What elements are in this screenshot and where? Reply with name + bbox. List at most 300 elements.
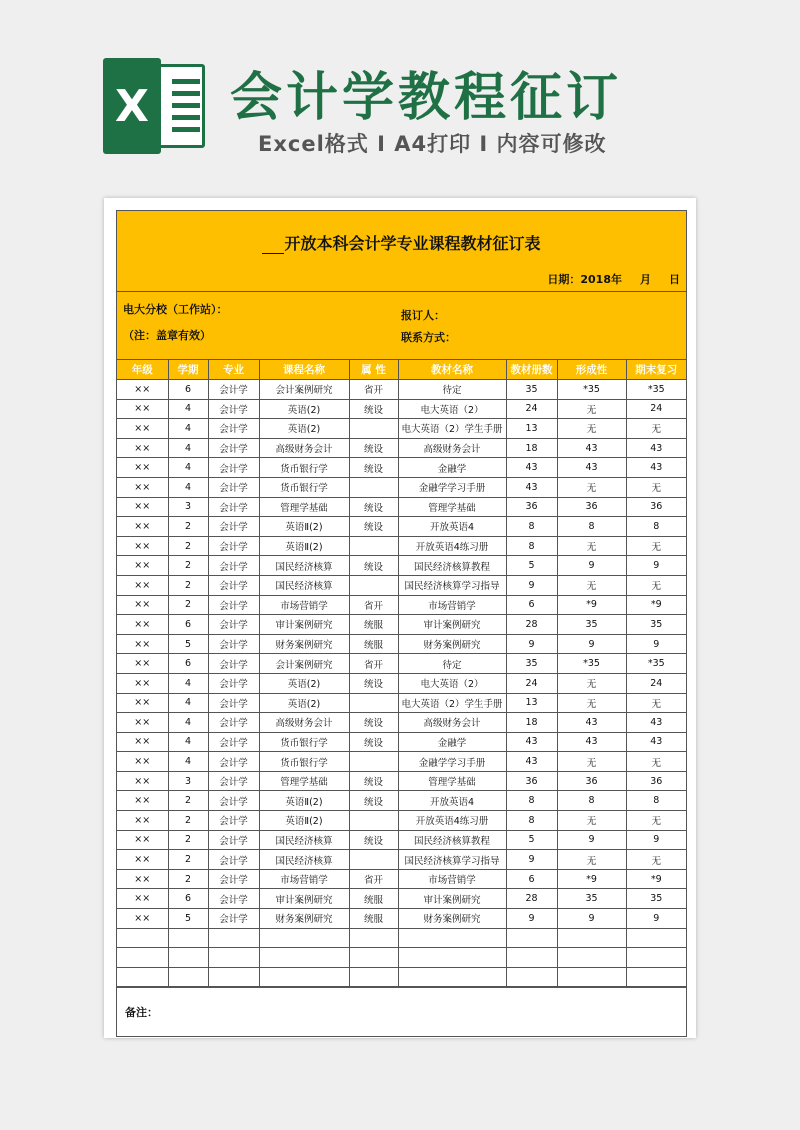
table-cell: 国民经济核算 — [259, 575, 349, 595]
table-cell: 2 — [168, 811, 208, 831]
table-cell: 会计学 — [208, 654, 259, 674]
table-cell: 会计学 — [208, 575, 259, 595]
table-cell: 货币银行学 — [259, 752, 349, 772]
table-cell: 高级财务会计 — [259, 438, 349, 458]
table-cell: 市场营销学 — [398, 595, 506, 615]
table-header-row — [117, 360, 686, 380]
table-cell: *9 — [626, 869, 686, 889]
table-cell — [349, 850, 398, 870]
table-cell: *35 — [557, 654, 626, 674]
table-cell: 会计学 — [208, 458, 259, 478]
table-cell: 无 — [626, 850, 686, 870]
table-row — [117, 380, 686, 400]
table-cell — [259, 948, 349, 968]
textbook-table — [117, 360, 686, 987]
table-cell: 8 — [626, 517, 686, 537]
table-cell: 6 — [506, 595, 557, 615]
table-cell: ×× — [117, 419, 168, 439]
table-cell: 9 — [506, 909, 557, 929]
table-row — [117, 615, 686, 635]
table-cell: 国民经济核算学习指导 — [398, 850, 506, 870]
table-cell — [349, 928, 398, 948]
table-cell: ×× — [117, 830, 168, 850]
table-cell: 无 — [626, 575, 686, 595]
table-cell: 会计学 — [208, 791, 259, 811]
table-cell: 统设 — [349, 713, 398, 733]
col-header: 属 性 — [349, 360, 398, 380]
table-cell: 会计学 — [208, 634, 259, 654]
table-cell: 英语Ⅱ(2) — [259, 791, 349, 811]
table-cell — [208, 948, 259, 968]
table-cell: 36 — [557, 771, 626, 791]
table-cell: 无 — [557, 693, 626, 713]
table-row — [117, 556, 686, 576]
table-cell: 国民经济核算学习指导 — [398, 575, 506, 595]
table-cell: ×× — [117, 536, 168, 556]
table-cell: 统服 — [349, 615, 398, 635]
table-cell: 会计学 — [208, 830, 259, 850]
month-label: 月 — [640, 273, 651, 286]
submitter-label: 报订人： — [401, 309, 445, 322]
table-cell: 会计学 — [208, 889, 259, 909]
table-cell: 4 — [168, 399, 208, 419]
table-cell: ×× — [117, 615, 168, 635]
table-cell — [349, 811, 398, 831]
table-cell: 43 — [557, 458, 626, 478]
table-cell: 英语(2) — [259, 419, 349, 439]
table-cell: 国民经济核算 — [259, 556, 349, 576]
table-cell: 英语(2) — [259, 399, 349, 419]
table-cell — [398, 948, 506, 968]
table-cell: 会计学 — [208, 477, 259, 497]
table-cell: ×× — [117, 556, 168, 576]
table-cell — [349, 477, 398, 497]
table-cell: 8 — [506, 811, 557, 831]
table-cell: 统服 — [349, 909, 398, 929]
table-cell: 会计案例研究 — [259, 654, 349, 674]
table-cell: 会计学 — [208, 850, 259, 870]
col-header: 形成性 — [557, 360, 626, 380]
table-cell: 开放英语4 — [398, 791, 506, 811]
table-cell: 管理学基础 — [398, 497, 506, 517]
table-cell — [506, 967, 557, 987]
table-cell: 国民经济核算 — [259, 830, 349, 850]
table-cell: ×× — [117, 654, 168, 674]
table-cell: 国民经济核算教程 — [398, 556, 506, 576]
table-cell: 会计学 — [208, 732, 259, 752]
table-cell: 会计学 — [208, 869, 259, 889]
table-cell: 8 — [506, 536, 557, 556]
table-cell: 市场营销学 — [259, 869, 349, 889]
table-cell — [117, 967, 168, 987]
table-cell: 货币银行学 — [259, 732, 349, 752]
table-cell: 统设 — [349, 399, 398, 419]
table-row — [117, 791, 686, 811]
table-cell: ×× — [117, 771, 168, 791]
table-cell — [349, 575, 398, 595]
table-cell: 13 — [506, 693, 557, 713]
col-header: 教材册数 — [506, 360, 557, 380]
table-row — [117, 497, 686, 517]
table-cell: 4 — [168, 477, 208, 497]
table-cell — [349, 693, 398, 713]
table-cell: 统设 — [349, 732, 398, 752]
table-cell: 统设 — [349, 791, 398, 811]
table-cell: 43 — [626, 458, 686, 478]
table-cell: 5 — [168, 909, 208, 929]
table-cell: 会计学 — [208, 752, 259, 772]
table-cell: ×× — [117, 732, 168, 752]
table-cell: 高级财务会计 — [398, 713, 506, 733]
stamp-note: （注：盖章有效） — [123, 329, 211, 342]
table-row — [117, 438, 686, 458]
table-row — [117, 752, 686, 772]
table-cell: ×× — [117, 575, 168, 595]
table-row — [117, 575, 686, 595]
table-cell: ×× — [117, 869, 168, 889]
table-row — [117, 517, 686, 537]
table-cell: ×× — [117, 850, 168, 870]
table-cell: 6 — [168, 615, 208, 635]
table-row — [117, 771, 686, 791]
table-cell: 18 — [506, 438, 557, 458]
table-cell: 36 — [506, 497, 557, 517]
banner-subtitle: Excel格式 I A4打印 I 内容可修改 — [258, 132, 607, 156]
table-row — [117, 909, 686, 929]
table-row — [117, 458, 686, 478]
table-cell: 电大英语（2） — [398, 399, 506, 419]
table-cell: 开放英语4练习册 — [398, 536, 506, 556]
table-cell: 会计学 — [208, 497, 259, 517]
table-cell: ×× — [117, 477, 168, 497]
table-cell: 43 — [506, 458, 557, 478]
table-cell: 管理学基础 — [259, 497, 349, 517]
table-cell: 9 — [557, 909, 626, 929]
table-cell: 会计学 — [208, 673, 259, 693]
contact-label: 联系方式： — [401, 331, 456, 344]
table-cell: 6 — [168, 380, 208, 400]
table-cell: 4 — [168, 438, 208, 458]
table-cell: 35 — [557, 615, 626, 635]
table-cell: *9 — [557, 595, 626, 615]
table-cell: 13 — [506, 419, 557, 439]
table-cell — [259, 928, 349, 948]
table-cell: 省开 — [349, 654, 398, 674]
table-cell: 金融学 — [398, 458, 506, 478]
table-cell: 会计学 — [208, 595, 259, 615]
banner-title: 会计学教程征订 — [230, 68, 623, 128]
table-cell: 3 — [168, 497, 208, 517]
table-cell: 24 — [626, 673, 686, 693]
table-cell: ×× — [117, 909, 168, 929]
table-cell: 8 — [557, 517, 626, 537]
remark-label: 备注： — [125, 1006, 158, 1020]
table-cell: 会计学 — [208, 438, 259, 458]
table-body — [117, 380, 686, 987]
table-cell: 4 — [168, 458, 208, 478]
table-row — [117, 869, 686, 889]
table-cell — [168, 928, 208, 948]
table-cell: ×× — [117, 380, 168, 400]
table-cell: 省开 — [349, 869, 398, 889]
table-cell: 英语Ⅱ(2) — [259, 811, 349, 831]
table-cell: 2 — [168, 830, 208, 850]
table-cell: 2 — [168, 595, 208, 615]
table-cell: 5 — [506, 830, 557, 850]
table-cell: 9 — [626, 830, 686, 850]
table-cell: 财务案例研究 — [398, 634, 506, 654]
table-cell: 会计学 — [208, 811, 259, 831]
table-cell: 审计案例研究 — [398, 889, 506, 909]
table-row — [117, 850, 686, 870]
table-cell: 43 — [626, 713, 686, 733]
table-row — [117, 634, 686, 654]
table-cell — [506, 948, 557, 968]
table-cell: 9 — [506, 850, 557, 870]
table-cell — [557, 948, 626, 968]
table-cell: 5 — [506, 556, 557, 576]
table-row — [117, 948, 686, 968]
table-cell: 8 — [506, 517, 557, 537]
table-cell: 35 — [506, 654, 557, 674]
table-cell: 高级财务会计 — [398, 438, 506, 458]
table-cell: 43 — [557, 732, 626, 752]
table-row — [117, 536, 686, 556]
table-cell: 审计案例研究 — [259, 615, 349, 635]
table-cell: 会计学 — [208, 536, 259, 556]
table-cell: 2 — [168, 869, 208, 889]
table-cell: 43 — [626, 438, 686, 458]
banner — [0, 0, 800, 190]
table-cell: 9 — [557, 556, 626, 576]
table-cell: 开放英语4练习册 — [398, 811, 506, 831]
table-cell: 4 — [168, 419, 208, 439]
table-cell — [349, 948, 398, 968]
table-cell: 无 — [557, 477, 626, 497]
table-cell — [168, 967, 208, 987]
title-underline-blank — [262, 235, 284, 254]
table-row — [117, 693, 686, 713]
table-cell: 无 — [557, 811, 626, 831]
table-cell: 高级财务会计 — [259, 713, 349, 733]
table-cell: 6 — [168, 654, 208, 674]
table-cell — [349, 752, 398, 772]
table-cell — [398, 967, 506, 987]
form-header — [117, 211, 686, 360]
table-cell: ×× — [117, 791, 168, 811]
table-cell: 9 — [557, 830, 626, 850]
header-divider — [117, 291, 686, 292]
table-cell: 会计学 — [208, 693, 259, 713]
table-cell: 会计学 — [208, 399, 259, 419]
table-cell: 36 — [626, 497, 686, 517]
table-cell: 无 — [557, 850, 626, 870]
table-cell: 无 — [626, 536, 686, 556]
table-cell: 35 — [626, 615, 686, 635]
table-cell: 36 — [626, 771, 686, 791]
table-cell: 统设 — [349, 830, 398, 850]
table-cell: 无 — [557, 419, 626, 439]
table-cell: 统服 — [349, 634, 398, 654]
table-cell — [208, 928, 259, 948]
table-cell — [626, 948, 686, 968]
table-cell: 管理学基础 — [398, 771, 506, 791]
table-row — [117, 928, 686, 948]
table-cell: ×× — [117, 595, 168, 615]
table-row — [117, 654, 686, 674]
table-cell: 36 — [557, 497, 626, 517]
table-cell: 会计学 — [208, 419, 259, 439]
table-cell: 35 — [506, 380, 557, 400]
table-cell: 会计案例研究 — [259, 380, 349, 400]
table-row — [117, 399, 686, 419]
table-cell: 无 — [557, 536, 626, 556]
table-cell: 金融学 — [398, 732, 506, 752]
table-cell: *35 — [626, 654, 686, 674]
table-cell: 4 — [168, 752, 208, 772]
table-cell: ×× — [117, 752, 168, 772]
table-cell — [506, 928, 557, 948]
remark-row — [117, 987, 686, 1036]
table-cell: 43 — [557, 713, 626, 733]
table-cell: 35 — [557, 889, 626, 909]
date-label: 日期：2018年 — [547, 273, 622, 286]
table-cell: 财务案例研究 — [259, 634, 349, 654]
table-cell: 统设 — [349, 556, 398, 576]
col-header: 专业 — [208, 360, 259, 380]
table-row — [117, 967, 686, 987]
table-cell: 4 — [168, 732, 208, 752]
table-cell: 6 — [168, 889, 208, 909]
table-cell: ×× — [117, 713, 168, 733]
table-cell: 无 — [557, 752, 626, 772]
table-cell: 6 — [506, 869, 557, 889]
table-cell: 开放英语4 — [398, 517, 506, 537]
table-cell: 财务案例研究 — [398, 909, 506, 929]
table-cell — [349, 419, 398, 439]
table-cell: 待定 — [398, 380, 506, 400]
table-cell: 9 — [557, 634, 626, 654]
table-cell — [117, 948, 168, 968]
table-row — [117, 732, 686, 752]
table-cell: 43 — [557, 438, 626, 458]
table-cell: 统设 — [349, 771, 398, 791]
table-cell: 43 — [506, 477, 557, 497]
table-cell: 35 — [626, 889, 686, 909]
table-cell — [349, 967, 398, 987]
table-cell: 8 — [626, 791, 686, 811]
table-cell: 待定 — [398, 654, 506, 674]
col-header: 年级 — [117, 360, 168, 380]
table-cell — [398, 928, 506, 948]
table-cell: 无 — [557, 673, 626, 693]
table-cell: ×× — [117, 889, 168, 909]
table-cell: 24 — [506, 399, 557, 419]
date-row — [547, 271, 680, 287]
table-cell: 9 — [626, 556, 686, 576]
table-cell: 统设 — [349, 517, 398, 537]
table-cell: 审计案例研究 — [259, 889, 349, 909]
table-cell: *35 — [557, 380, 626, 400]
day-label: 日 — [669, 273, 680, 286]
table-cell: 市场营销学 — [259, 595, 349, 615]
order-form — [116, 210, 687, 1037]
table-cell: 电大英语（2）学生手册 — [398, 419, 506, 439]
table-row — [117, 673, 686, 693]
table-cell: 国民经济核算 — [259, 850, 349, 870]
table-cell: 18 — [506, 713, 557, 733]
table-cell: 2 — [168, 575, 208, 595]
table-cell: 会计学 — [208, 615, 259, 635]
table-cell — [259, 967, 349, 987]
table-cell: ×× — [117, 517, 168, 537]
table-cell: 财务案例研究 — [259, 909, 349, 929]
col-header: 教材名称 — [398, 360, 506, 380]
table-row — [117, 595, 686, 615]
col-header: 课程名称 — [259, 360, 349, 380]
table-cell: 英语Ⅱ(2) — [259, 517, 349, 537]
table-cell: 2 — [168, 556, 208, 576]
table-cell: 货币银行学 — [259, 458, 349, 478]
table-cell — [557, 928, 626, 948]
table-cell: 24 — [506, 673, 557, 693]
table-cell: 金融学学习手册 — [398, 752, 506, 772]
table-cell: 5 — [168, 634, 208, 654]
form-title: 开放本科会计学专业课程教材征订表 — [284, 234, 541, 253]
table-cell: 2 — [168, 536, 208, 556]
table-cell: 无 — [626, 477, 686, 497]
table-cell: 无 — [557, 575, 626, 595]
table-cell: 统设 — [349, 673, 398, 693]
table-cell: 省开 — [349, 595, 398, 615]
table-cell: 电大英语（2）学生手册 — [398, 693, 506, 713]
table-cell: ×× — [117, 497, 168, 517]
table-cell: 9 — [626, 909, 686, 929]
table-cell: 货币银行学 — [259, 477, 349, 497]
table-cell: ×× — [117, 673, 168, 693]
table-cell: 会计学 — [208, 556, 259, 576]
table-cell: 28 — [506, 615, 557, 635]
table-cell: 4 — [168, 673, 208, 693]
col-header: 期末复习 — [626, 360, 686, 380]
table-cell — [168, 948, 208, 968]
table-cell: 无 — [626, 693, 686, 713]
table-cell: 统设 — [349, 497, 398, 517]
excel-logo-icon — [103, 58, 209, 154]
table-cell: 8 — [506, 791, 557, 811]
table-row — [117, 830, 686, 850]
table-row — [117, 477, 686, 497]
table-cell: 36 — [506, 771, 557, 791]
table-cell: 43 — [506, 752, 557, 772]
table-cell: ×× — [117, 693, 168, 713]
table-cell: *35 — [626, 380, 686, 400]
table-cell: ×× — [117, 811, 168, 831]
table-cell — [626, 967, 686, 987]
table-cell: 英语(2) — [259, 693, 349, 713]
table-cell: 9 — [506, 575, 557, 595]
table-cell: 审计案例研究 — [398, 615, 506, 635]
table-cell: ×× — [117, 438, 168, 458]
table-cell: 4 — [168, 713, 208, 733]
table-cell: 4 — [168, 693, 208, 713]
col-header: 学期 — [168, 360, 208, 380]
table-cell: 2 — [168, 850, 208, 870]
table-cell: 9 — [626, 634, 686, 654]
table-cell: 英语Ⅱ(2) — [259, 536, 349, 556]
table-cell: 8 — [557, 791, 626, 811]
table-cell: 43 — [506, 732, 557, 752]
